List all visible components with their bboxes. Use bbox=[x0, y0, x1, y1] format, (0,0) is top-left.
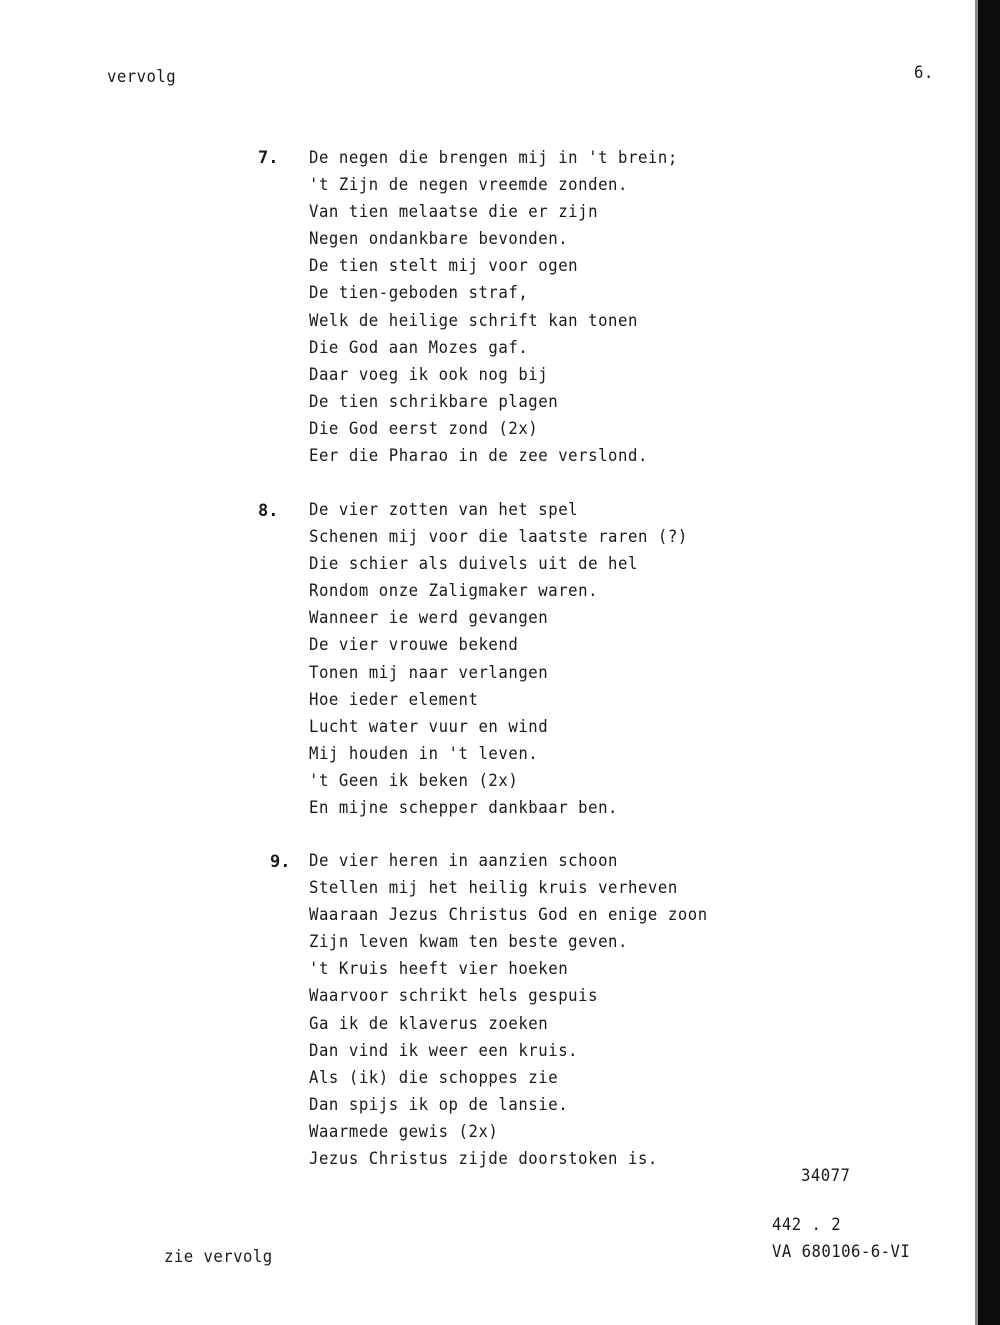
verse-line: Dan vind ik weer een kruis. bbox=[309, 1040, 579, 1061]
verse-9 bbox=[309, 848, 742, 1173]
verse-7 bbox=[309, 145, 710, 470]
verse-line: Waarmede gewis (2x) bbox=[309, 1121, 499, 1142]
verse-line: Rondom onze Zaligmaker waren. bbox=[309, 581, 599, 602]
verse-line: Als (ik) die schoppes zie bbox=[309, 1067, 559, 1088]
verse-line: Jezus Christus zijde doorstoken is. bbox=[309, 1149, 658, 1170]
verse-line: De vier zotten van het spel bbox=[309, 500, 579, 520]
verse-line: 't Geen ik beken (2x) bbox=[309, 770, 519, 791]
verse-line: Dan spijs ik op de lansie. bbox=[309, 1094, 569, 1115]
verse-8 bbox=[309, 497, 721, 822]
page-number: 6. bbox=[914, 63, 934, 83]
archive-code-2: VA 680106-6-VI bbox=[772, 1242, 911, 1262]
verse-line: Negen ondankbare bevonden. bbox=[309, 229, 569, 250]
verse-line: De vier heren in aanzien schoon bbox=[309, 851, 619, 871]
verse-line: De negen die brengen mij in 't brein; bbox=[309, 148, 678, 168]
footer-zie-vervolg: zie vervolg bbox=[164, 1247, 273, 1267]
header-vervolg: vervolg bbox=[107, 67, 177, 87]
verse-line: Hoe ieder element bbox=[309, 689, 479, 710]
archive-code-1: 442 . 2 bbox=[772, 1215, 842, 1235]
verse-line: Mij houden in 't leven. bbox=[309, 743, 539, 764]
verse-line: Die God eerst zond (2x) bbox=[309, 418, 539, 439]
verse-line: De tien schrikbare plagen bbox=[309, 391, 559, 412]
verse-line: Die God aan Mozes gaf. bbox=[309, 337, 529, 358]
verse-line: Stellen mij het heilig kruis verheven bbox=[309, 878, 678, 899]
verse-line: Van tien melaatse die er zijn bbox=[309, 202, 599, 223]
verse-line: 't Kruis heeft vier hoeken bbox=[309, 959, 569, 980]
verse-number-8: 8. bbox=[258, 501, 279, 521]
scan-edge bbox=[978, 0, 1000, 1325]
verse-line: Die schier als duivels uit de hel bbox=[309, 554, 638, 575]
verse-line: De tien-geboden straf, bbox=[309, 283, 529, 304]
catalog-number: 34077 bbox=[801, 1166, 851, 1186]
verse-line: De tien stelt mij voor ogen bbox=[309, 256, 579, 277]
verse-line: Eer die Pharao in de zee verslond. bbox=[309, 446, 648, 467]
verse-number-9: 9. bbox=[270, 852, 291, 872]
verse-line: Waaraan Jezus Christus God en enige zoon bbox=[309, 905, 708, 926]
verse-line: Welk de heilige schrift kan tonen bbox=[309, 310, 638, 331]
verse-line: Ga ik de klaverus zoeken bbox=[309, 1013, 549, 1034]
verse-number-7: 7. bbox=[258, 148, 279, 168]
verse-line: Wanneer ie werd gevangen bbox=[309, 608, 549, 629]
verse-line: Schenen mij voor die laatste raren (?) bbox=[309, 527, 688, 548]
verse-line: Zijn leven kwam ten beste geven. bbox=[309, 932, 628, 953]
verse-line: Lucht water vuur en wind bbox=[309, 716, 549, 737]
verse-line: De vier vrouwe bekend bbox=[309, 635, 519, 656]
verse-line: Waarvoor schrikt hels gespuis bbox=[309, 986, 599, 1007]
verse-line: Tonen mij naar verlangen bbox=[309, 662, 549, 683]
verse-line: En mijne schepper dankbaar ben. bbox=[309, 798, 619, 819]
verse-line: Daar voeg ik ook nog bij bbox=[309, 364, 549, 385]
verse-line: 't Zijn de negen vreemde zonden. bbox=[309, 175, 628, 196]
